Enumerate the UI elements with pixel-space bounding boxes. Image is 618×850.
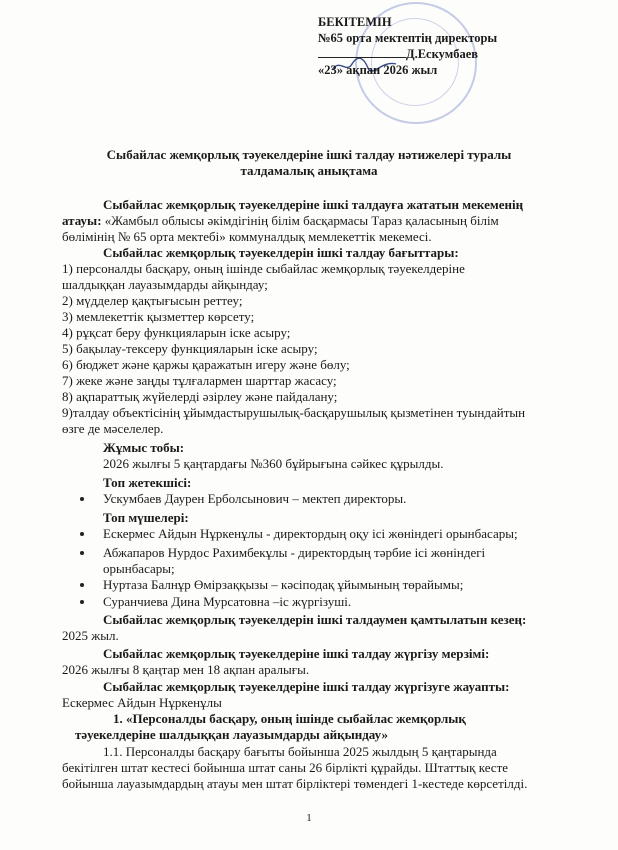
direction-1-line1: 1) персоналды басқару, оның ішінде сыбайлас жемқорлық тәуекелдеріне (62, 261, 465, 276)
period-value: 2025 жыл. (62, 628, 119, 643)
approval-date: «23» ақпан 2026 жыл (318, 63, 438, 77)
section1-paragraph-line3: бойынша лауазымдардың атауы мен штат бірліктері төмендегі 1-кестеде көрсетілді. (62, 776, 528, 791)
bullet-icon (80, 532, 84, 536)
responsible-value: Ескермес Айдын Нұркенұлы (62, 695, 222, 710)
member-2-line1: Абжапаров Нурдос Рахимбекұлы - директордың тәрбие ісі жөніндегі (103, 545, 486, 560)
term-value: 2026 жылғы 8 қаңтар мен 18 ақпан аралығы. (62, 662, 310, 677)
members-heading: Топ мүшелері: (103, 510, 189, 525)
direction-1-line2: шалдыққан лауазымдарды айқындау; (62, 277, 268, 292)
approval-block (318, 14, 578, 78)
direction-2: 2) мүдделер қақтығысын реттеу; (62, 293, 243, 308)
workgroup-text: 2026 жылғы 5 қаңтардағы №360 бұйрығына сәйкес құрылды. (103, 456, 444, 471)
bullet-icon (80, 497, 84, 501)
approval-heading: БЕКІТЕМІН (318, 15, 392, 29)
bullet-icon (80, 583, 84, 587)
approval-signer: Д.Ескумбаев (406, 47, 479, 61)
intro-label: атауы: (62, 213, 102, 228)
approval-signer-line (318, 46, 578, 62)
direction-9-line2: өзге де мәселелер. (62, 421, 164, 436)
section1-heading-line2: тәуекелдеріне шалдыққан лауазымдарды айқындау» (75, 727, 388, 742)
section1-paragraph-line1: 1.1. Персоналды басқару бағыты бойынша 2025 жылдың 5 қаңтарында (103, 744, 497, 759)
member-2-line2: орынбасары; (103, 561, 175, 576)
approval-position: №65 орта мектептің директоры (318, 31, 498, 45)
member-4: Суранчиева Дина Мурсатовна –іс жүргізуші. (103, 594, 352, 609)
member-3: Нуртаза Балнұр Өмірзаққызы – кәсіподақ ұйымының төрайымы; (103, 577, 464, 592)
period-heading: Сыбайлас жемқорлық тәуекелдерін ішкі талдаумен қамтылатын кезең: (103, 612, 527, 627)
direction-3: 3) мемлекеттік қызметтер көрсету; (62, 309, 255, 324)
document-title-line1: Сыбайлас жемқорлық тәуекелдеріне ішкі талдау нәтижелері туралы (106, 147, 512, 162)
direction-6: 6) бюджет және қаржы қаражатын игеру және бөлу; (62, 357, 350, 372)
direction-7: 7) жеке және заңды тұлғалармен шарттар жасасу; (62, 373, 337, 388)
workgroup-heading: Жұмыс тобы: (103, 440, 185, 455)
intro-line1: Сыбайлас жемқорлық тәуекелдеріне ішкі талдауға жататын мекеменің (103, 197, 524, 212)
bullet-icon (80, 600, 84, 604)
section1-heading-line1: 1. «Персоналды басқару, оның ішінде сыбайлас жемқорлық (113, 711, 466, 726)
direction-8: 8) ақпараттық жүйелерді әзірлеу және пайдалану; (62, 389, 338, 404)
direction-9-line1: 9)талдау объектісінің ұйымдастырушылық-басқарушылық қызметінен туындайтын (62, 405, 526, 420)
intro-line3: бөлімінің № 65 орта мектебі» коммуналдық мемлекеттік мекемесі. (62, 229, 432, 244)
intro-line2 (62, 213, 499, 228)
leader-name: Ускумбаев Даурен Ерболсынович – мектеп директоры. (103, 491, 407, 506)
section1-paragraph-line2: бекітілген штат кестесі бойынша штат саны 26 бірлікті құрайды. Штаттық кесте (62, 760, 509, 775)
term-heading: Сыбайлас жемқорлық тәуекелдеріне ішкі талдау жүргізу мерзімі: (103, 646, 490, 661)
directions-heading: Сыбайлас жемқорлық тәуекелдерін ішкі талдау бағыттары: (103, 245, 459, 260)
direction-5: 5) бақылау-тексеру функцияларын іске асыру; (62, 341, 318, 356)
intro-line2-rest: «Жамбыл облысы әкімдігінің білім басқармасы Тараз қаласының білім (101, 213, 499, 228)
bullet-icon (80, 551, 84, 555)
document-title-line2: талдамалық анықтама (240, 163, 378, 178)
page-number: 1 (306, 812, 312, 824)
leader-heading: Топ жетекшісі: (103, 475, 192, 490)
member-1: Ескермес Айдын Нұркенұлы - директордың оқу ісі жөніндегі орынбасары; (103, 526, 518, 541)
responsible-heading: Сыбайлас жемқорлық тәуекелдеріне ішкі талдау жүргізуге жауапты: (103, 679, 510, 694)
direction-4: 4) рұқсат беру функцияларын іске асыру; (62, 325, 291, 340)
